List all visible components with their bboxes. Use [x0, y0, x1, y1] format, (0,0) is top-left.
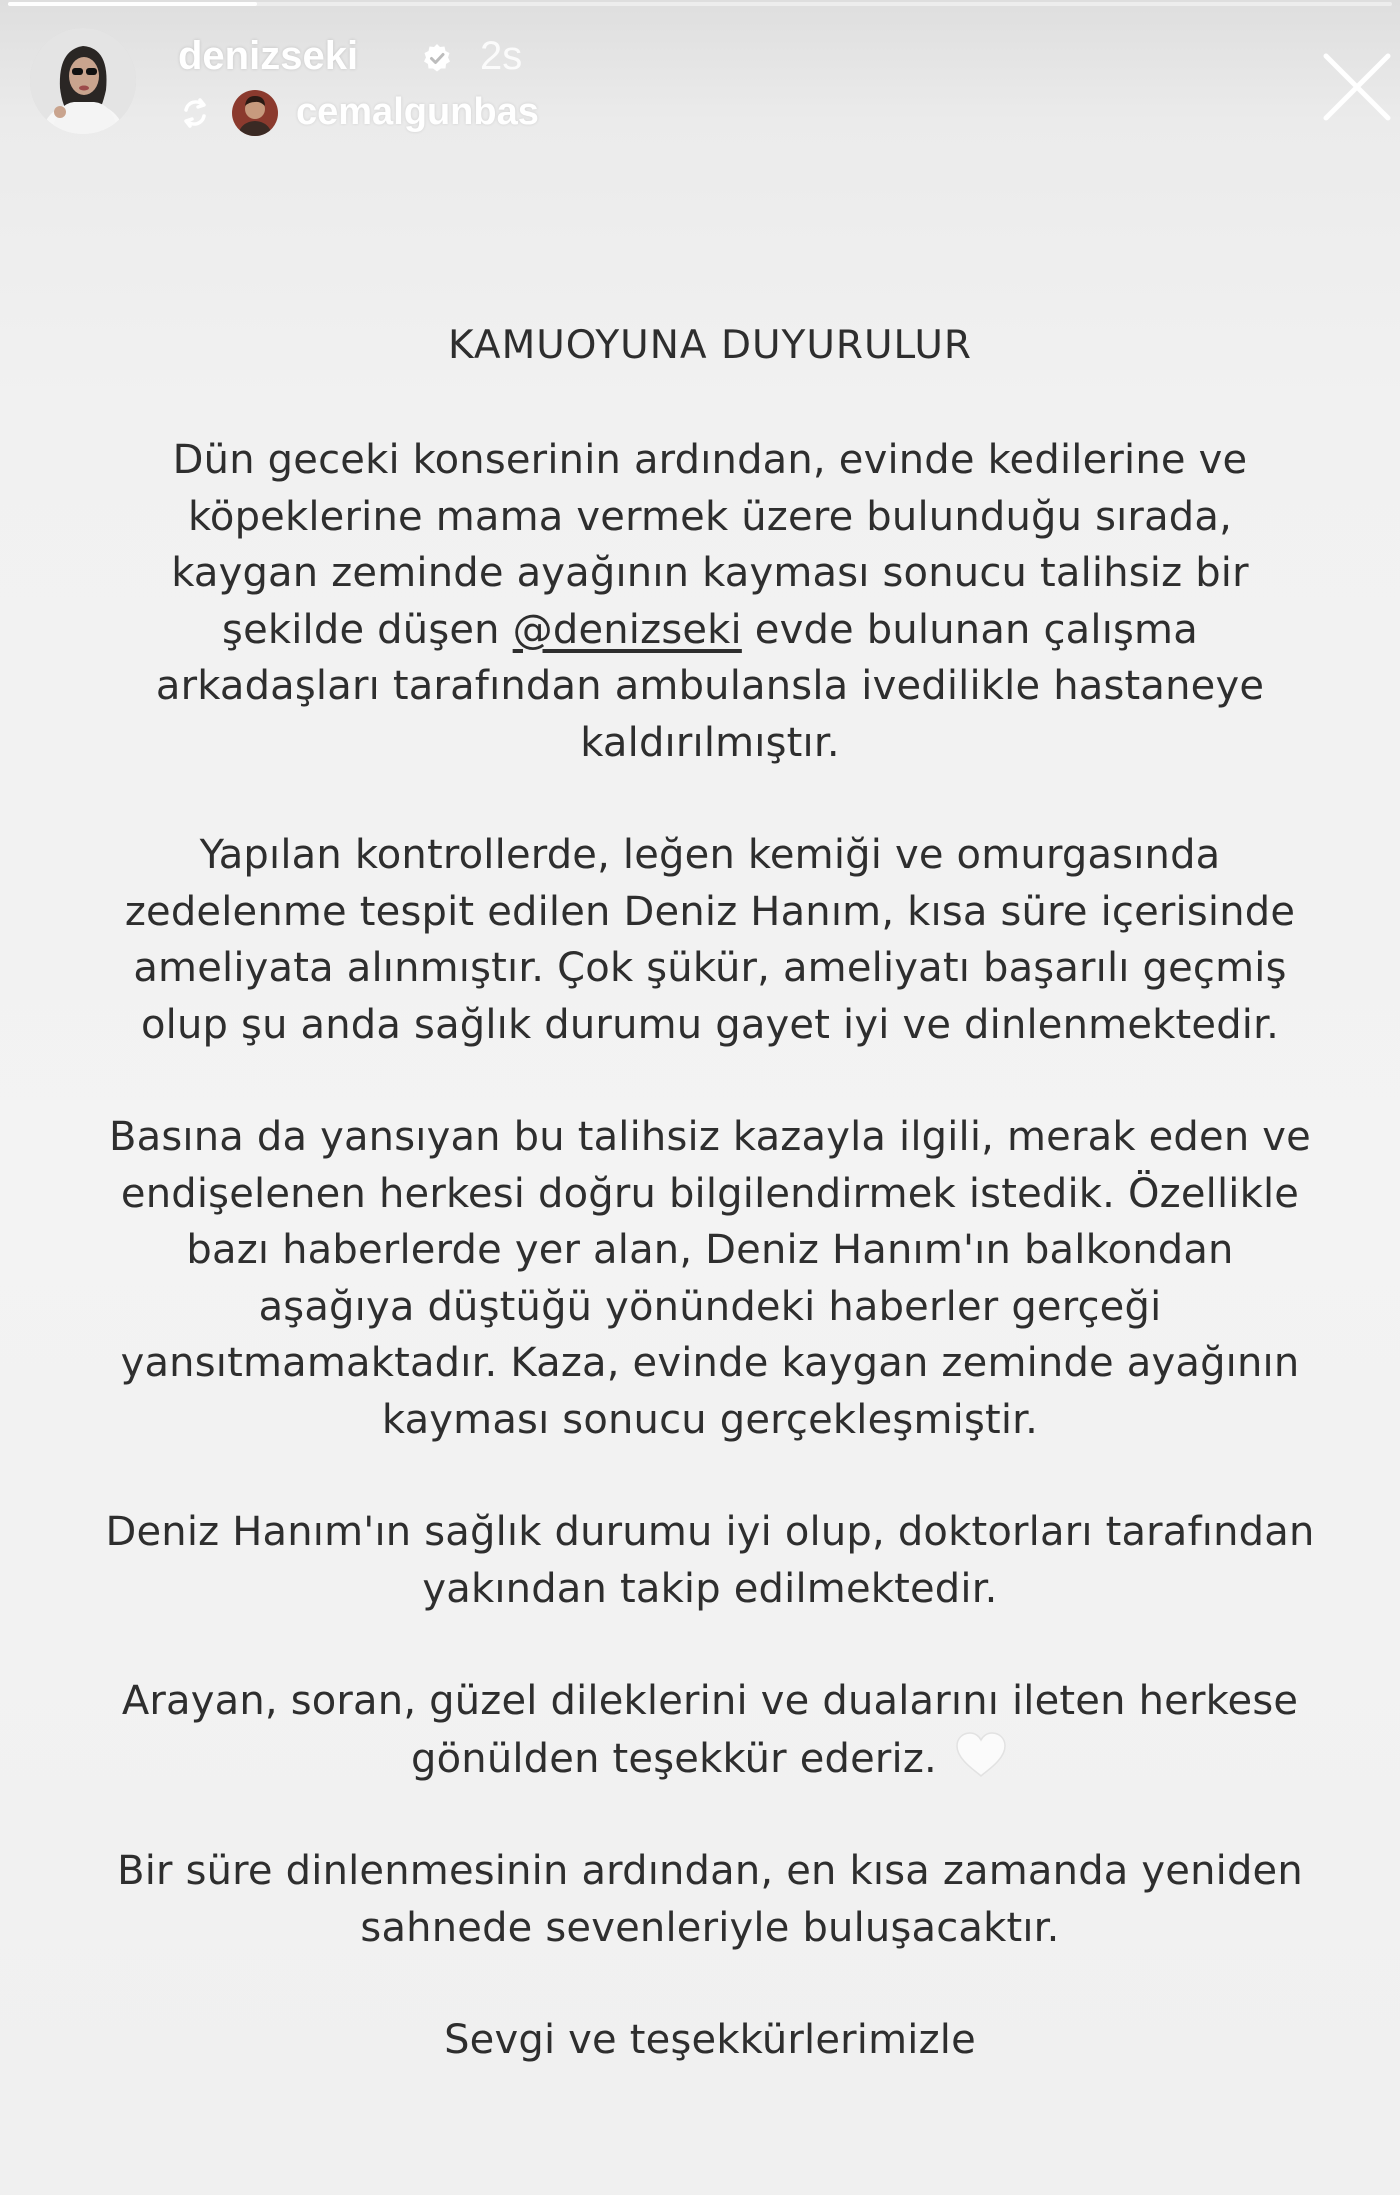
text-line	[50, 1730, 1370, 1788]
text-line: sahnede sevenleriyle buluşacaktır.	[360, 1904, 1060, 1951]
white-heart-icon	[953, 1730, 1009, 1780]
text-line: Arayan, soran, güzel dileklerini ve dualarını ileten herkese	[121, 1678, 1299, 1724]
closing-line: Sevgi ve teşekkürlerimizle	[444, 2017, 976, 2063]
story-timestamp: 2s	[480, 34, 523, 78]
text-fragment: evde bulunan çalışma	[741, 606, 1198, 653]
announcement-text	[50, 318, 1370, 2125]
mention-link[interactable]: @denizseki	[512, 606, 742, 653]
paragraph-1	[50, 432, 1370, 771]
close-icon[interactable]	[1318, 48, 1396, 126]
paragraph-5	[50, 1673, 1370, 1787]
text-line: endişelenen herkesi doğru bilgilendirmek istedik. Özellikle	[120, 1170, 1300, 1217]
repost-icon	[178, 96, 212, 130]
paragraph-3	[50, 1109, 1370, 1448]
text-line: kaldırılmıştır.	[580, 719, 840, 766]
text-line: bazı haberlerde yer alan, Deniz Hanım'ın balkondan	[186, 1227, 1234, 1273]
text-line: Deniz Hanım'ın sağlık durumu iyi olup, doktorları tarafından	[105, 1509, 1315, 1555]
verified-badge-icon	[421, 42, 453, 74]
text-line: Basına da yansıyan bu talihsiz kazayla ilgili, merak eden ve	[109, 1114, 1311, 1160]
text-line: yansıtmamaktadır. Kaza, evinde kaygan zeminde ayağının	[120, 1340, 1300, 1386]
text-line: aşağıya düştüğü yönündeki haberler gerçeği	[258, 1283, 1162, 1330]
repost-username[interactable]: cemalgunbas	[296, 91, 539, 133]
text-line: köpeklerine mama vermek üzere bulunduğu sırada,	[187, 493, 1232, 540]
text-line: yakından takip edilmektedir.	[422, 1565, 998, 1612]
repost-avatar[interactable]	[232, 90, 278, 136]
story-progress-bar	[8, 2, 1392, 6]
paragraph-6	[50, 1843, 1370, 1956]
story-progress-fill	[8, 2, 257, 6]
text-line: Dün geceki konserinin ardından, evinde kedilerine ve	[172, 437, 1248, 483]
text-line: ameliyata alınmıştır. Çok şükür, ameliyatı başarılı geçmiş	[133, 945, 1287, 991]
text-line: arkadaşları tarafından ambulansla ivedilikle hastaneye	[155, 663, 1265, 709]
text-line: olup şu anda sağlık durumu gayet iyi ve dinlenmektedir.	[141, 1001, 1279, 1048]
avatar[interactable]	[30, 28, 136, 134]
story-username[interactable]: denizseki	[178, 34, 359, 78]
paragraph-2	[50, 827, 1370, 1053]
text-line: kayması sonucu gerçekleşmiştir.	[381, 1396, 1039, 1443]
story-header	[28, 28, 1372, 148]
announcement-title: KAMUOYUNA DUYURULUR	[448, 323, 972, 368]
text-fragment: gönülden teşekkür ederiz.	[411, 1735, 937, 1782]
text-line: Bir süre dinlenmesinin ardından, en kısa zamanda yeniden	[117, 1848, 1303, 1894]
text-line: Yapılan kontrollerde, leğen kemiği ve omurgasında	[199, 832, 1221, 878]
text-line	[50, 602, 1370, 659]
text-line: zedelenme tespit edilen Deniz Hanım, kısa süre içerisinde	[124, 888, 1296, 935]
paragraph-4	[50, 1504, 1370, 1617]
text-line: kaygan zeminde ayağının kayması sonucu talihsiz bir	[171, 550, 1249, 596]
text-fragment: şekilde düşen	[222, 606, 513, 653]
